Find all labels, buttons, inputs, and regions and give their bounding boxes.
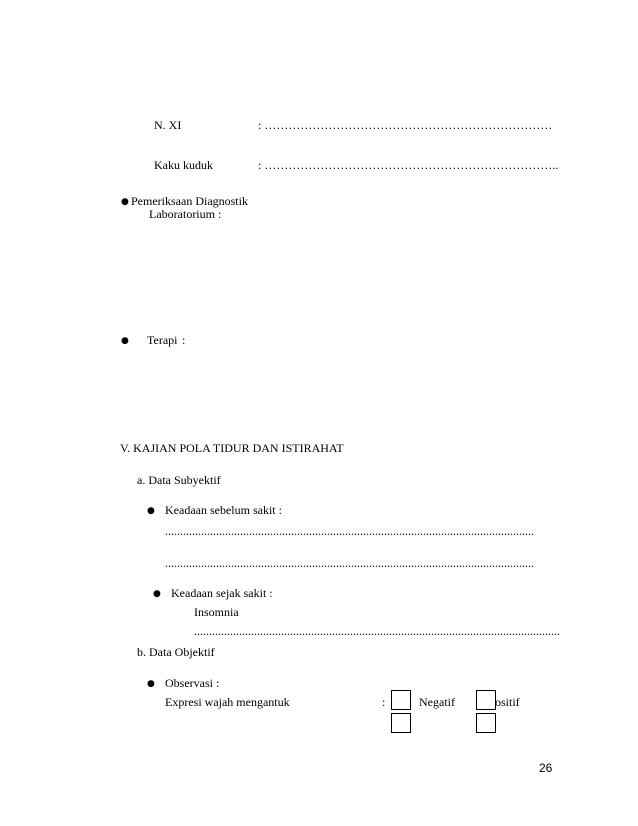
keadaan-sejak-line: ..........................................................................................................................	[194, 624, 560, 638]
bullet-icon: ●	[121, 197, 129, 207]
keadaan-sebelum-line-1: ...........................................................................................................................	[165, 524, 534, 538]
keadaan-sebelum-label: Keadaan sebelum sakit :	[165, 503, 282, 517]
n11-value: : ………………………………………………………………	[258, 118, 553, 132]
terapi-colon: :	[182, 333, 186, 347]
n11-label: N. XI	[154, 118, 182, 132]
page-number: 26	[539, 761, 553, 775]
data-subyektif-title: a. Data Subyektif	[137, 473, 221, 487]
negatif-checkbox[interactable]	[391, 690, 411, 710]
section-v-title: V. KAJIAN POLA TIDUR DAN ISTIRAHAT	[120, 441, 344, 455]
negatif-label: Negatif	[419, 695, 455, 709]
bullet-icon: ●	[147, 506, 155, 516]
positif-checkbox[interactable]	[476, 690, 496, 710]
positif-checkbox-2[interactable]	[476, 713, 496, 733]
bullet-icon: ●	[153, 589, 161, 599]
ekspresi-colon: :	[382, 695, 386, 709]
laboratorium-label: Laboratorium :	[149, 207, 222, 221]
terapi-label: Terapi	[147, 333, 178, 347]
ekspresi-label: Expresi wajah mengantuk	[165, 695, 290, 709]
data-objektif-title: b. Data Objektif	[137, 645, 215, 659]
bullet-icon: ●	[147, 679, 155, 689]
kaku-kuduk-value: : ………………………………………………………………..	[258, 158, 559, 172]
keadaan-sejak-label: Keadaan sejak sakit :	[171, 586, 273, 600]
observasi-label: Observasi :	[165, 676, 220, 690]
bullet-icon: ●	[121, 336, 129, 346]
keadaan-sebelum-line-2: ...........................................................................................................................	[165, 556, 534, 570]
diagnostik-title: Pemeriksaan Diagnostik	[131, 194, 248, 208]
positif-label: ositif	[495, 695, 520, 709]
negatif-checkbox-2[interactable]	[391, 713, 411, 733]
keadaan-sejak-value: Insomnia	[194, 605, 239, 619]
kaku-kuduk-label: Kaku kuduk	[154, 158, 213, 172]
